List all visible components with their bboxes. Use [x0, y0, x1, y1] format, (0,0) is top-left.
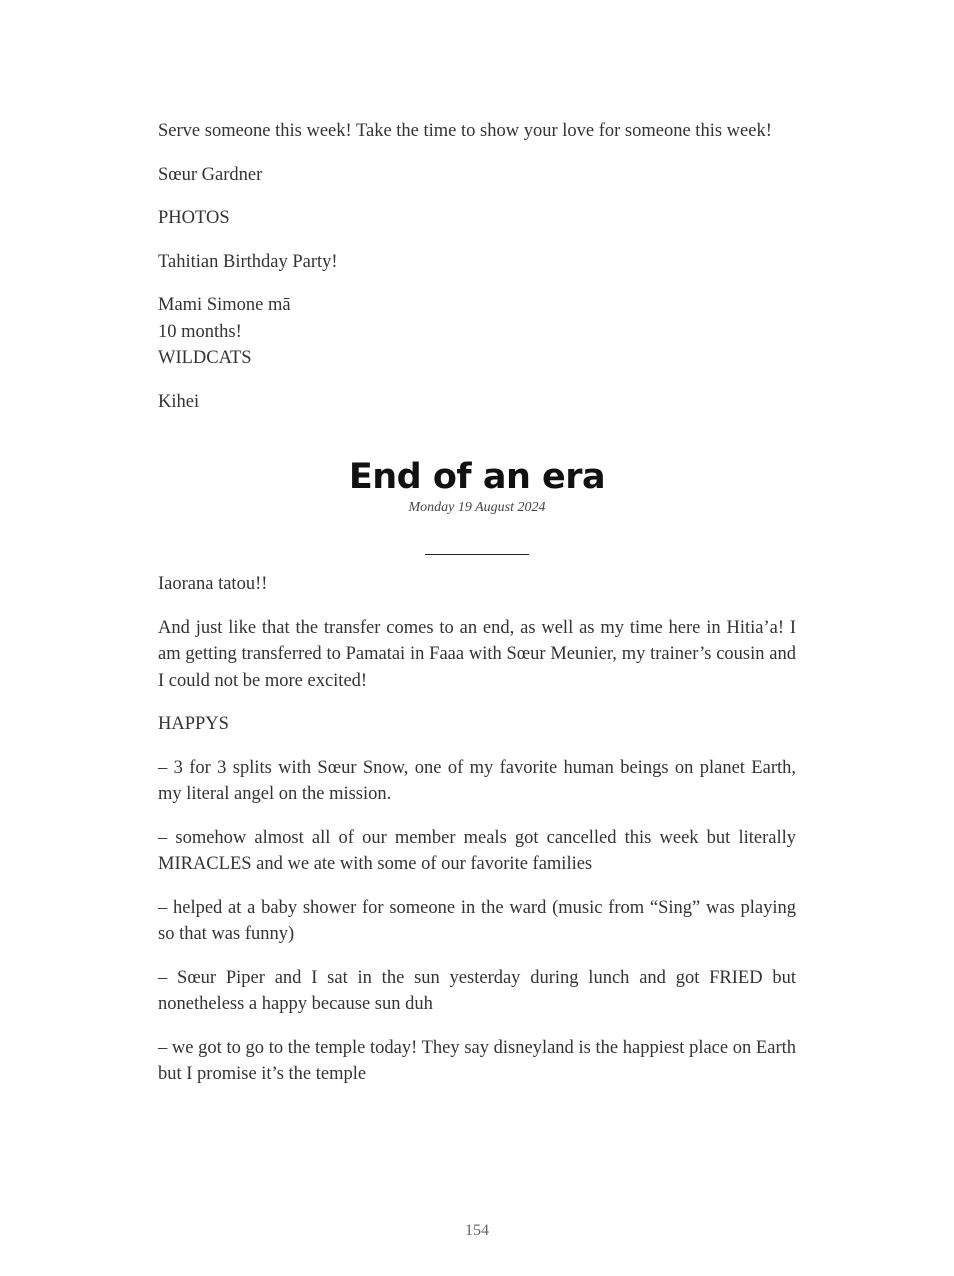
photo-caption: Kihei: [158, 391, 200, 412]
closing-paragraph: Serve someone this week! Take the time to show your love for someone this week!: [158, 121, 772, 141]
greeting: Iaorana tatou!!: [158, 574, 268, 594]
happys-heading: HAPPYS: [158, 714, 229, 734]
post-header: [158, 457, 796, 555]
page-number: 154: [465, 1222, 489, 1239]
photo-caption: Mami Simone mā: [158, 295, 291, 315]
photo-caption: WILDCATS: [158, 348, 252, 368]
happy-item: – Sœur Piper and I sat in the sun yesterday during lunch and got FRIED but nonetheless a happy because sun duh: [158, 967, 796, 1014]
photo-caption-group: [158, 292, 796, 372]
photos-heading: PHOTOS: [158, 208, 230, 228]
post-date: Monday 19 August 2024: [408, 500, 546, 515]
signature: Sœur Gardner: [158, 164, 263, 185]
page-content: [158, 118, 796, 1105]
divider: [425, 554, 529, 555]
post-title: End of an era: [348, 457, 606, 497]
photo-caption: 10 months!: [158, 321, 242, 342]
happy-item: – helped at a baby shower for someone in the ward (music from “Sing” was playing so that was funny): [158, 897, 796, 944]
happy-item: – we got to go to the temple today! They say disneyland is the happiest place on Earth but I promise it’s the temple: [158, 1037, 796, 1084]
happy-item: – somehow almost all of our member meals got cancelled this week but literally MIRACLES and we ate with some of our favorite families: [158, 827, 796, 874]
happy-item: – 3 for 3 splits with Sœur Snow, one of my favorite human beings on planet Earth, my literal angel on the mission.: [158, 757, 796, 804]
photo-caption: Tahitian Birthday Party!: [158, 251, 338, 272]
intro-paragraph: And just like that the transfer comes to an end, as well as my time here in Hitia’a! I am getting transferred to Pamatai in Faaa with Sœur Meunier, my trainer’s cousin and I could not be more excited!: [158, 617, 796, 691]
